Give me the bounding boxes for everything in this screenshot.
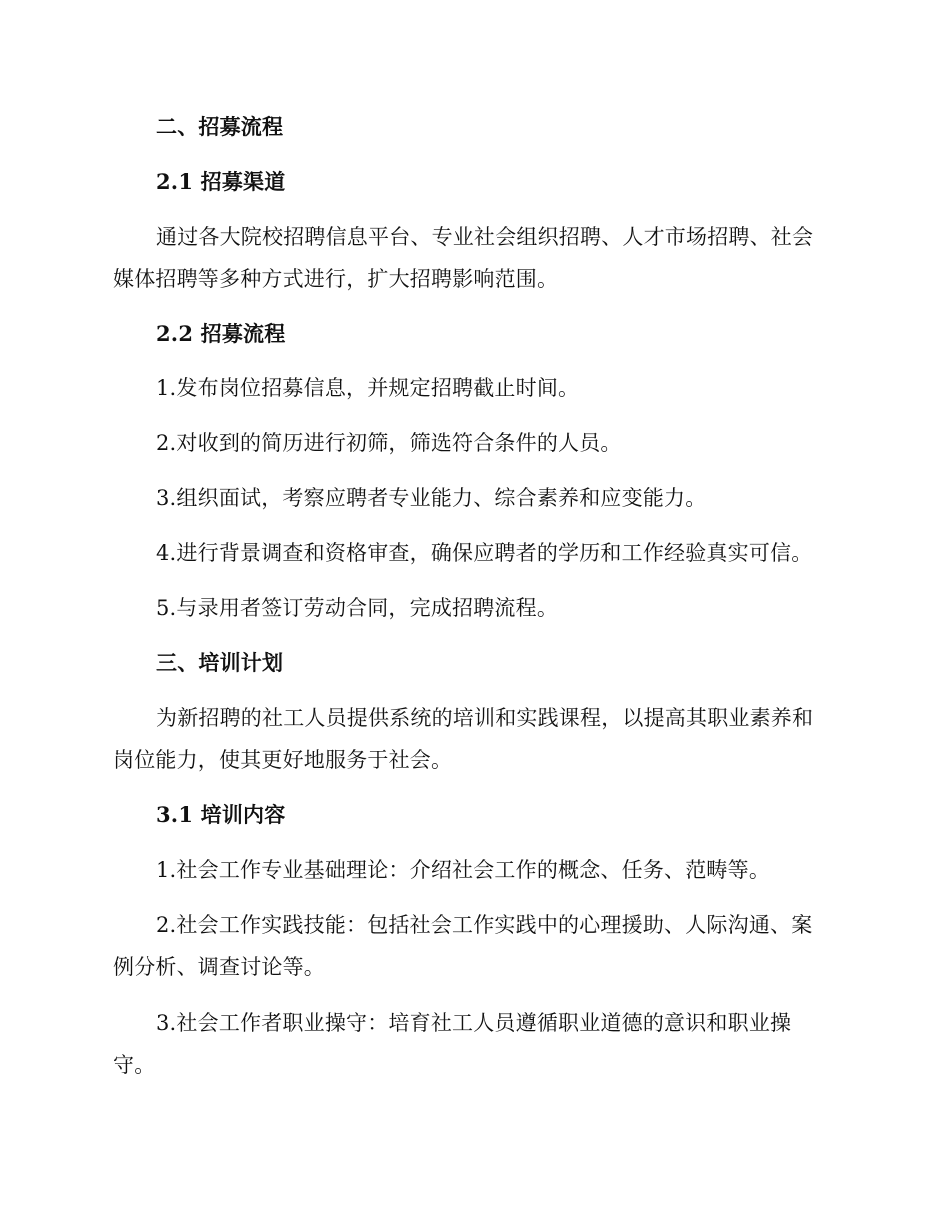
paragraph-line: 媒体招聘等多种方式进行，扩大招聘影响范围。 xyxy=(113,267,559,291)
section-heading-training-plan: 三、培训计划 xyxy=(156,650,284,675)
list-item: 5.与录用者签订劳动合同，完成招聘流程。 xyxy=(156,596,559,620)
subsection-heading-recruitment-steps: 2.2 招募流程 xyxy=(156,321,286,346)
paragraph-line: 为新招聘的社工人员提供系统的培训和实践课程，以提高其职业素养和 xyxy=(156,706,814,730)
paragraph-line: 通过各大院校招聘信息平台、专业社会组织招聘、人才市场招聘、社会 xyxy=(156,225,814,249)
list-item-continuation: 守。 xyxy=(113,1053,156,1077)
list-item: 3.组织面试，考察应聘者专业能力、综合素养和应变能力。 xyxy=(156,486,707,510)
list-item: 1.发布岗位招募信息，并规定招聘截止时间。 xyxy=(156,376,580,400)
section-heading-recruitment-process: 二、招募流程 xyxy=(156,114,284,139)
paragraph-line: 岗位能力，使其更好地服务于社会。 xyxy=(113,748,453,772)
subsection-heading-recruitment-channels: 2.1 招募渠道 xyxy=(156,169,286,194)
list-item: 4.进行背景调查和资格审查，确保应聘者的学历和工作经验真实可信。 xyxy=(156,541,813,565)
subsection-heading-training-content: 3.1 培训内容 xyxy=(156,802,286,827)
list-item: 1.社会工作专业基础理论：介绍社会工作的概念、任务、范畴等。 xyxy=(156,858,771,882)
list-item-continuation: 例分析、调查讨论等。 xyxy=(113,955,325,979)
list-item: 2.对收到的简历进行初筛，筛选符合条件的人员。 xyxy=(156,431,622,455)
list-item: 2.社会工作实践技能：包括社会工作实践中的心理援助、人际沟通、案 xyxy=(156,913,813,937)
list-item: 3.社会工作者职业操守：培育社工人员遵循职业道德的意识和职业操 xyxy=(156,1011,792,1035)
